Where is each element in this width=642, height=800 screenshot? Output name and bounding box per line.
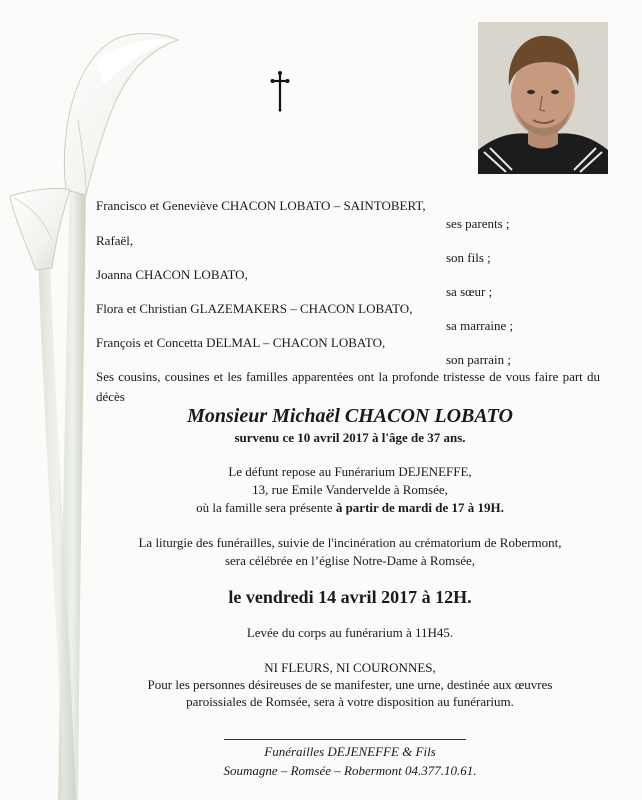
viewing-line-3 xyxy=(70,498,630,518)
footer-locations: Soumagne – Romsée – Robermont 04.377.10.61. xyxy=(223,763,477,778)
announcement-paragraph: Ses cousins, cousines et les familles apparentées ont la profonde tristesse de vous faire part du décès xyxy=(96,369,600,404)
family-son-role: son fils ; xyxy=(446,250,491,265)
flowers-line-2: Pour les personnes désireuses de se manifester, une urne, destinée aux œuvres xyxy=(147,677,553,692)
viewing-line-3-hours: à partir de mardi de 17 à 19H. xyxy=(335,500,504,515)
flowers-line-1: NI FLEURS, NI COURONNES, xyxy=(264,660,436,675)
liturgy-line-2: sera célébrée en l’église Notre-Dame à Romsée, xyxy=(224,553,476,568)
family-godmother-name: Flora et Christian GLAZEMAKERS – CHACON LOBATO, xyxy=(96,301,413,316)
flowers-line-3: paroissiales de Romsée, sera à votre disposition au funérarium. xyxy=(186,694,514,709)
deceased-name: Monsieur Michaël CHACON LOBATO xyxy=(187,405,513,427)
viewing-line-1: Le défunt repose au Funérarium DEJENEFFE, xyxy=(228,464,472,479)
family-sister-name: Joanna CHACON LOBATO, xyxy=(96,267,248,282)
footer-company: Funérailles DEJENEFFE & Fils xyxy=(264,744,436,759)
portrait-photo xyxy=(478,22,608,174)
family-godfather-name: François et Concetta DELMAL – CHACON LOBATO, xyxy=(96,335,386,350)
family-parents-names: Francisco et Geneviève CHACON LOBATO – SAINTOBERT, xyxy=(96,198,426,213)
family-godmother-role: sa marraine ; xyxy=(446,318,514,333)
viewing-line-3-prefix: où la famille sera présente xyxy=(196,500,336,515)
levee-line: Levée du corps au funérarium à 11H45. xyxy=(246,625,454,640)
liturgy-line-1: La liturgie des funérailles, suivie de l'incinération au crématorium de Robermont, xyxy=(138,535,562,550)
family-son-name: Rafaël, xyxy=(96,233,134,248)
family-parents-role: ses parents ; xyxy=(446,216,510,231)
ceremony-date: le vendredi 14 avril 2017 à 12H. xyxy=(228,587,472,607)
footer-separator xyxy=(224,739,466,740)
cross-icon xyxy=(270,70,290,112)
viewing-line-2: 13, rue Emile Vandervelde à Romsée, xyxy=(252,482,448,497)
family-godfather-role: son parrain ; xyxy=(446,352,511,367)
family-sister-role: sa sœur ; xyxy=(446,284,493,299)
death-date-line: survenu ce 10 avril 2017 à l'âge de 37 ans. xyxy=(234,430,466,445)
